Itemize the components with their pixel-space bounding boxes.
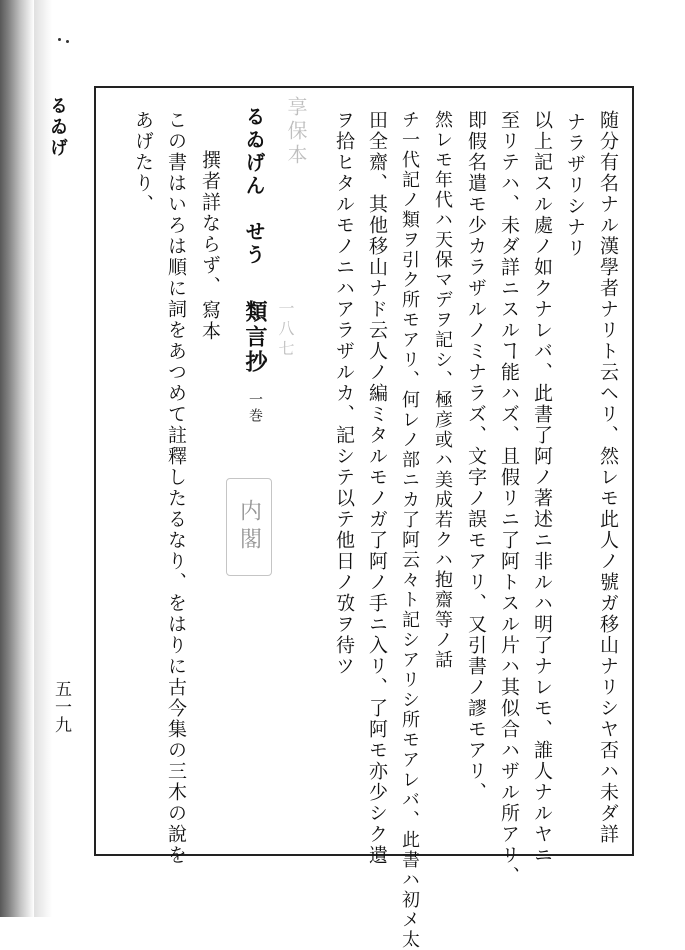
text-column-4: 至リテハ、未ダ詳ニスルヿ能ハズ、且假リニ了阿トスル片ハ其似合ハザル所アリ、 — [498, 110, 520, 887]
entry-title-kanji: 類言抄 — [242, 300, 268, 375]
text-column-3: 以上記スル處ノ如クナレバ、此書了阿ノ著述ニ非ルハ明了ナレモ、誰人ナルヤニ — [531, 110, 553, 866]
entry-volumes: 一巻 — [247, 392, 263, 424]
text-column-6: 然レモ年代ハ天保マデヲ記シ、極彦或ハ美成若クハ抱齋等ノ話 — [432, 110, 453, 670]
speck-mark — [66, 40, 69, 43]
scan-edge-shadow — [0, 0, 34, 917]
speck-mark — [58, 38, 61, 41]
library-seal: 内閣 — [226, 478, 272, 576]
faint-stamp-number: 一八七 — [276, 300, 295, 360]
page-number: 五一九 — [51, 680, 71, 734]
text-column-8: 田全齋、其他移山ナド云人ノ編ミタルモノガ了阿ノ手ニ入リ、了阿モ亦少シク遺 — [366, 110, 388, 866]
entry-author-line: 撰者詳ならず、 — [199, 150, 221, 297]
entry-title-kana: るゐげん せう — [242, 106, 266, 267]
running-head: るゐげ — [47, 96, 68, 159]
text-column-9: ヲ拾ヒタルモノニハアラザルカ、記シテ以テ他日ノ攷ヲ待ツ — [333, 110, 355, 677]
text-column-7: チ一代記ノ類ヲ引ク所モアリ、何レノ部ニカ了阿云々ト記シアリシ所モアレバ、此書ハ初メ太 — [399, 110, 420, 950]
text-column-1: 随分有名ナル漢學者ナリト云ヘリ、然レモ此人ノ號ガ移山ナリシヤ否ハ未ダ詳 — [597, 110, 619, 845]
text-column-2: ナラザリシナリ — [564, 112, 586, 259]
entry-copy-type: 寫本 — [199, 300, 221, 342]
text-column-5: 即假名遣モ少カラザルノミナラズ、文字ノ誤モアリ、又引書ノ謬モアリ、 — [465, 110, 487, 803]
entry-body-line-2: あげたり、 — [132, 110, 154, 215]
faint-stamp-text: 享保本 — [284, 96, 308, 168]
entry-body-line-1: この書はいろは順に詞をあつめて註釋したるなり、をはりに古今集の三木の說を — [165, 110, 187, 866]
